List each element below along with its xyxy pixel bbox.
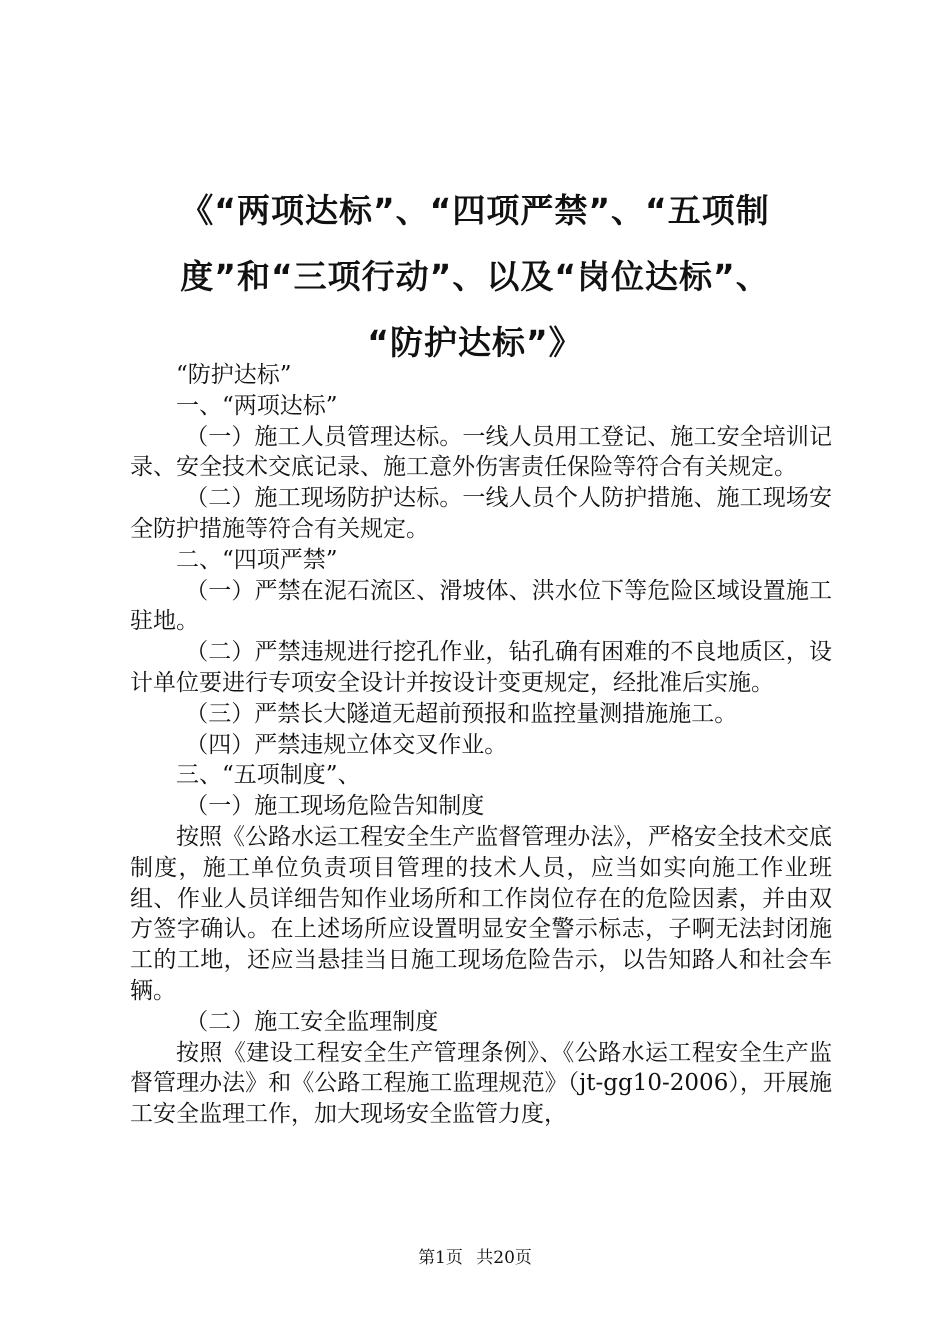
paragraph: 按照《建设工程安全生产管理条例》、《公路水运工程安全生产监督管理办法》和《公路工程施工监理规范》（jt-gg10-2006），开展施工安全监理工作，加大现场安全监管力度， [130, 1039, 832, 1128]
page-number: 第1页 [418, 1248, 463, 1268]
section-heading: 二、“四项严禁” [176, 546, 338, 573]
paragraph: 按照《公路水运工程安全生产监督管理办法》，严格安全技术交底制度，施工单位负责项目管理的技术人员，应当如实向施工作业班组、作业人员详细告知作业场所和工作岗位存在的危险因素，并由双方签字确认。在上述场所应设置明显安全警示标志，子啊无法封闭施工的工地，还应当悬挂当日施工现场危险告示，以告知路人和社会车辆。 [130, 823, 832, 1004]
page-footer [0, 1243, 950, 1268]
paragraph: （三）严禁长大隧道无超前预报和监控量测措施施工。 [185, 700, 738, 727]
paragraph: （一）严禁在泥石流区、滑坡体、洪水位下等危险区域设置施工驻地。 [130, 577, 832, 635]
subsection-heading: （二）施工安全监理制度 [185, 1008, 439, 1035]
paragraph: （二）严禁违规进行挖孔作业，钻孔确有困难的不良地质区，设计单位要进行专项安全设计并按设计变更规定，经批准后实施。 [130, 639, 832, 696]
title-line: 度”和“三项行动”、以及“岗位达标”、 [180, 257, 770, 296]
document-body [130, 360, 832, 1130]
subsection-heading: （一）施工现场危险告知制度 [185, 793, 485, 820]
paragraph: （二）施工现场防护达标。一线人员个人防护措施、施工现场安全防护措施等符合有关规定。 [130, 485, 832, 542]
title-line: “防护达标”》 [367, 323, 583, 362]
paragraph: （四）严禁违规立体交叉作业。 [185, 731, 508, 758]
section-heading: 一、“两项达标” [176, 392, 338, 419]
page-total: 共20页 [476, 1248, 532, 1268]
title-line: 《“两项达标”、“四项严禁”、“五项制 [180, 191, 770, 230]
section-heading: 三、“五项制度”、 [176, 762, 361, 789]
paragraph: （一）施工人员管理达标。一线人员用工登记、施工安全培训记录、安全技术交底记录、施工意外伤害责任保险等符合有关规定。 [130, 423, 832, 481]
paragraph: “防护达标” [176, 362, 292, 388]
document-title [120, 178, 830, 376]
